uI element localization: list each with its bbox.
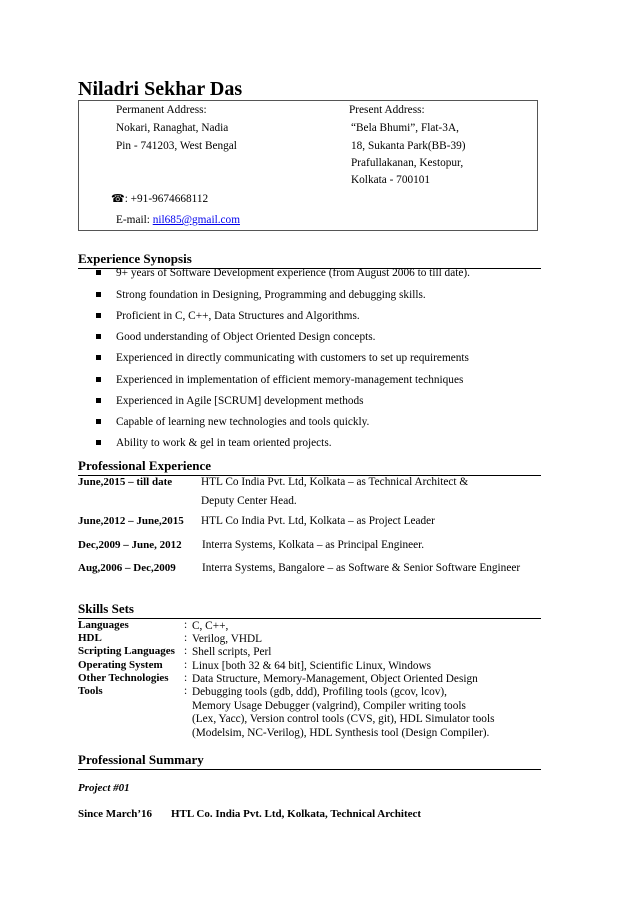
synopsis-item: Experienced in implementation of efficient memory-management techniques (96, 374, 463, 386)
synopsis-item: Proficient in C, C++, Data Structures and Algorithms. (96, 310, 360, 322)
experience-date: Dec,2009 – June, 2012 (78, 539, 182, 551)
skill-value: Data Structure, Memory-Management, Object Oriented Design (192, 673, 478, 685)
phone-icon: ☎ (111, 193, 125, 205)
permanent-address-line: Nokari, Ranaghat, Nadia (116, 122, 229, 134)
professional-experience-heading: Professional Experience (78, 458, 541, 476)
bullet-icon (96, 440, 101, 445)
experience-text: Interra Systems, Kolkata – as Principal Engineer. (202, 539, 425, 551)
skill-value: Linux [both 32 & 64 bit], Scientific Linux, Windows (192, 660, 432, 672)
present-address-line: Kolkata - 700101 (351, 174, 431, 186)
skill-value: Shell scripts, Perl (192, 646, 272, 658)
synopsis-item: Experienced in directly communicating with customers to set up requirements (96, 352, 469, 364)
synopsis-item: 9+ years of Software Development experience (from August 2006 to till date). (96, 267, 470, 279)
skill-value: (Modelsim, NC-Verilog), HDL Synthesis tool (Design Compiler). (192, 727, 490, 739)
experience-date: Aug,2006 – Dec,2009 (78, 562, 176, 574)
skill-colon: : (184, 672, 188, 684)
project-company: HTL Co. India Pvt. Ltd, Kolkata, Technical Architect (171, 808, 422, 820)
experience-synopsis-heading: Experience Synopsis (78, 251, 541, 269)
skill-colon: : (184, 645, 188, 657)
experience-text: Deputy Center Head. (201, 495, 297, 507)
skill-label: Languages (78, 619, 129, 631)
skills-heading: Skills Sets (78, 601, 541, 619)
permanent-address-title: Permanent Address: (116, 104, 207, 116)
experience-text: HTL Co India Pvt. Ltd, Kolkata – as Project Leader (201, 515, 435, 527)
project-since: Since March’16 (78, 808, 153, 820)
email-label: E-mail: (116, 214, 153, 226)
skill-label: HDL (78, 632, 102, 644)
skill-label: Other Technologies (78, 672, 169, 684)
synopsis-item: Ability to work & gel in team oriented projects. (96, 437, 332, 449)
skill-label: Tools (78, 685, 103, 697)
bullet-icon (96, 292, 101, 297)
synopsis-item: Strong foundation in Designing, Programming and debugging skills. (96, 289, 426, 301)
skill-colon: : (184, 685, 188, 697)
synopsis-item: Good understanding of Object Oriented Design concepts. (96, 331, 375, 343)
permanent-address-line: Pin - 741203, West Bengal (116, 140, 237, 152)
skill-label: Scripting Languages (78, 645, 175, 657)
bullet-icon (96, 355, 101, 360)
present-address-line: Prafullakanan, Kestopur, (351, 157, 464, 169)
professional-summary-heading: Professional Summary (78, 752, 541, 770)
skill-colon: : (184, 632, 188, 644)
bullet-icon (96, 419, 101, 424)
present-address-line: “Bela Bhumi”, Flat-3A, (351, 122, 459, 134)
experience-text: Interra Systems, Bangalore – as Software & Senior Software Engineer (202, 562, 521, 574)
synopsis-item: Experienced in Agile [SCRUM] development methods (96, 395, 364, 407)
present-address-title: Present Address: (349, 104, 425, 116)
experience-date: June,2012 – June,2015 (78, 515, 184, 527)
bullet-icon (96, 270, 101, 275)
phone-number: : +91-9674668112 (124, 193, 209, 205)
phone-row (111, 192, 208, 205)
skill-value: Debugging tools (gdb, ddd), Profiling tools (gcov, lcov), (192, 686, 447, 698)
email-link[interactable]: nil685@gmail.com (152, 214, 240, 226)
skill-value: Memory Usage Debugger (valgrind), Compiler writing tools (192, 700, 466, 712)
skill-value: (Lex, Yacc), Version control tools (CVS, git), HDL Simulator tools (192, 713, 495, 725)
experience-date: June,2015 – till date (78, 476, 173, 488)
project-label: Project #01 (78, 782, 130, 794)
skill-colon: : (184, 659, 188, 671)
skill-colon: : (184, 619, 188, 631)
bullet-icon (96, 377, 101, 382)
synopsis-item: Capable of learning new technologies and tools quickly. (96, 416, 369, 428)
email-row (116, 214, 240, 226)
address-box (78, 100, 538, 231)
present-address-line: 18, Sukanta Park(BB-39) (351, 140, 466, 152)
experience-text: HTL Co India Pvt. Ltd, Kolkata – as Technical Architect & (201, 476, 469, 488)
bullet-icon (96, 313, 101, 318)
skill-value: Verilog, VHDL (192, 633, 263, 645)
bullet-icon (96, 398, 101, 403)
skill-value: C, C++, (192, 620, 229, 632)
bullet-icon (96, 334, 101, 339)
candidate-name: Niladri Sekhar Das (78, 78, 243, 100)
skill-label: Operating System (78, 659, 163, 671)
